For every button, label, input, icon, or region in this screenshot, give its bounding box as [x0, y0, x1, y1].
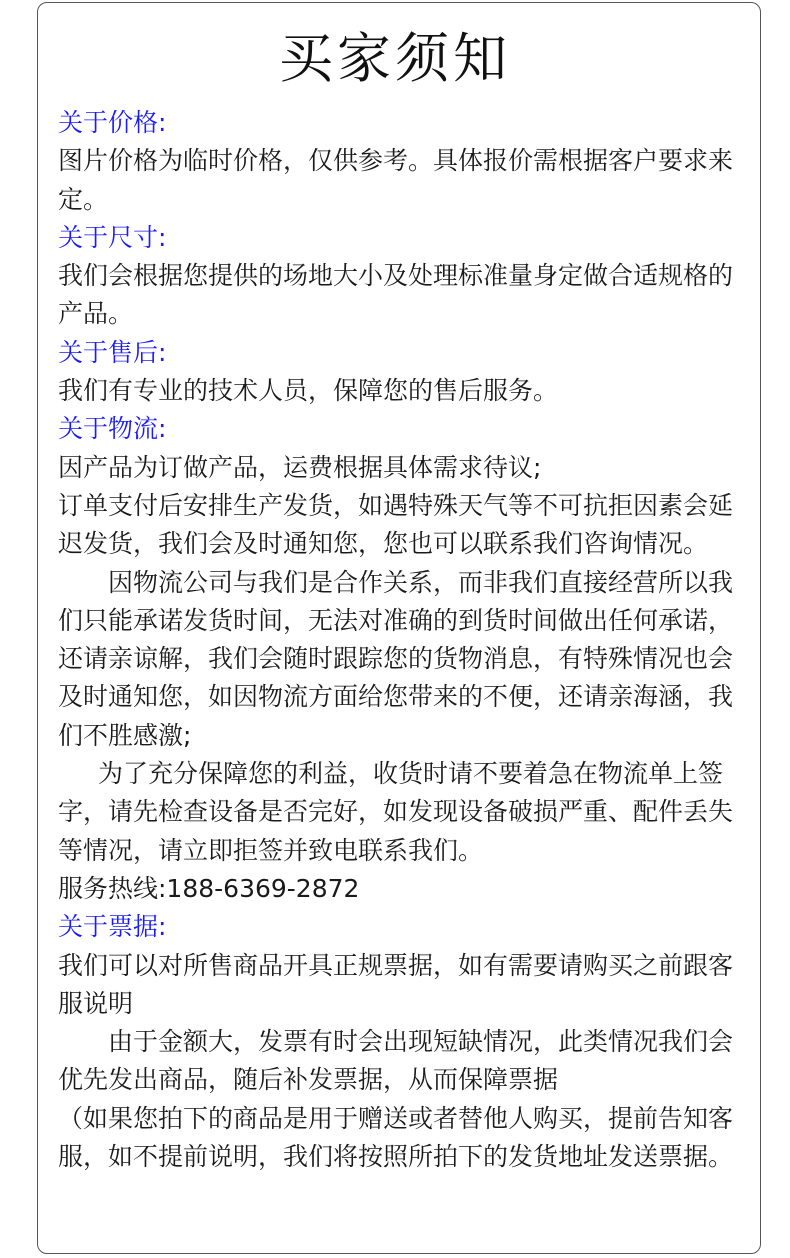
- invoice-heading: 关于票据:: [58, 912, 167, 942]
- invoice-paragraph-1: 我们可以对所售商品开具正规票据，如有需要请购买之前跟客服说明: [58, 950, 734, 1018]
- size-text: 我们会根据您提供的场地大小及处理标准量身定做合适规格的产品。: [58, 261, 734, 329]
- logistics-paragraph-4: 为了充分保障您的利益，收货时请不要着急在物流单上签字，请先检查设备是否完好，如发现设备破损严重、配件丢失等情况，请立即拒签并致电联系我们。: [58, 759, 734, 865]
- page-title: 买家须知: [279, 27, 511, 90]
- aftersale-heading: 关于售后:: [58, 337, 167, 367]
- invoice-paragraph-3: （如果您拍下的商品是用于赠送或者替他人购买，提前告知客服，如不提前说明，我们将按照所拍下的发货地址发送票据。: [58, 1103, 734, 1172]
- aftersale-text: 我们有专业的技术人员，保障您的售后服务。: [58, 376, 559, 406]
- service-hotline: 服务热线:188-6369-2872: [58, 873, 360, 903]
- logistics-heading: 关于物流:: [58, 414, 167, 444]
- notice-content: [58, 104, 738, 1176]
- logistics-paragraph-1: 因产品为订做产品，运费根据具体需求待议;: [58, 452, 542, 482]
- size-heading: 关于尺寸:: [58, 222, 167, 252]
- invoice-paragraph-2: 由于金额大，发票有时会出现短缺情况，此类情况我们会优先发出商品，随后补发票据，从而保障票据: [58, 1027, 734, 1095]
- price-text: 图片价格为临时价格，仅供参考。具体报价需根据客户要求来定。: [58, 146, 734, 214]
- logistics-paragraph-3: 因物流公司与我们是合作关系，而非我们直接经营所以我们只能承诺发货时间，无法对准确的到货时间做出任何承诺，还请亲谅解，我们会随时跟踪您的货物消息，有特殊情况也会及时通知您，如因物流方面给您带来的不便，还请亲海涵，我们不胜感激;: [58, 567, 734, 750]
- price-heading: 关于价格:: [58, 108, 167, 137]
- logistics-paragraph-2: 订单支付后安排生产发货，如遇特殊天气等不可抗拒因素会延迟发货，我们会及时通知您，您也可以联系我们咨询情况。: [58, 490, 734, 559]
